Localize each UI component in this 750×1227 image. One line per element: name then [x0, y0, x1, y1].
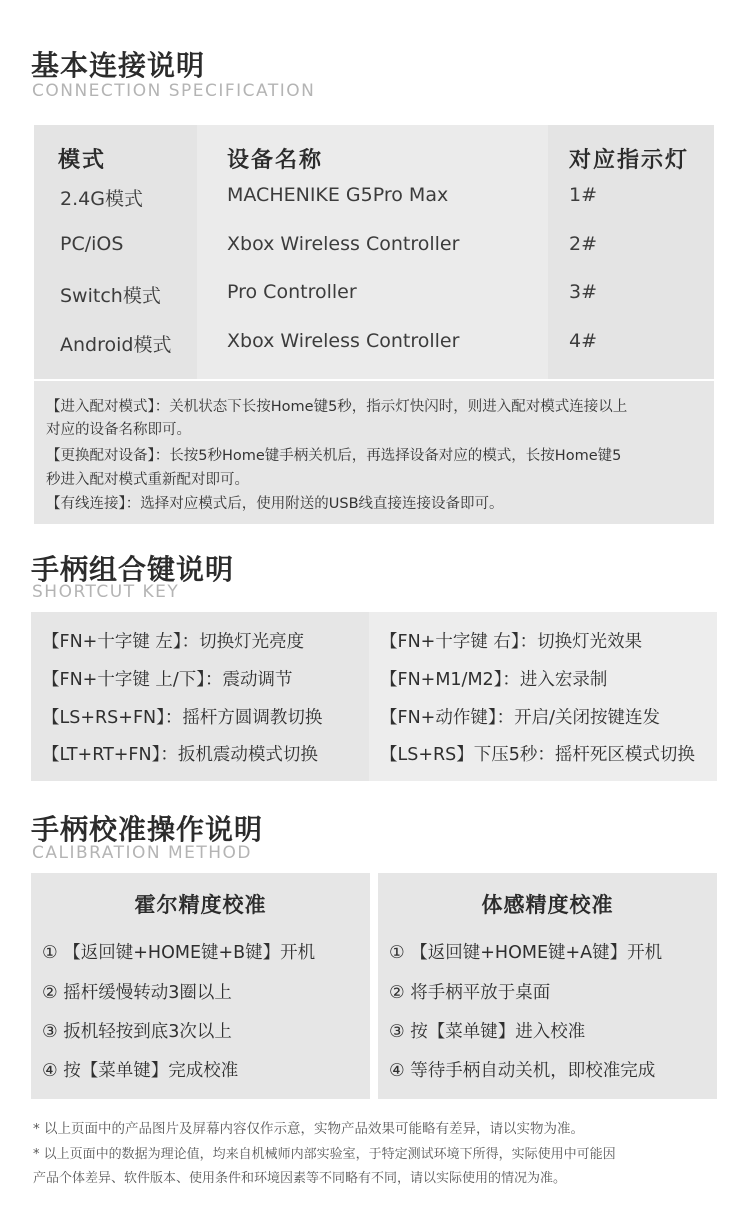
- connection-table: [34, 125, 714, 379]
- calibration-step: ③ 扳机轻按到底3次以上: [42, 1022, 232, 1042]
- table-row-mode: 2.4G模式: [60, 188, 143, 210]
- calibration-step: ② 摇杆缓慢转动3圈以上: [42, 983, 232, 1003]
- calibration-step: ① 【返回键+HOME键+A键】开机: [389, 943, 663, 963]
- shortcut-item: 【FN+十字键 右】：切换灯光效果: [380, 632, 643, 652]
- table-row-device: Pro Controller: [227, 281, 357, 303]
- table-row-mode: PC/iOS: [60, 233, 124, 255]
- calibration-step: ① 【返回键+HOME键+B键】开机: [42, 943, 316, 963]
- calibration-title: 手柄校准操作说明: [31, 813, 264, 846]
- calibration-subtitle: CALIBRATION METHOD: [32, 843, 253, 863]
- hall-calibration-card: [31, 873, 370, 1099]
- calibration-step: ④ 按【菜单键】完成校准: [42, 1061, 239, 1081]
- table-row-indicator: 3#: [569, 281, 598, 303]
- connection-title: 基本连接说明: [31, 49, 206, 82]
- shortcut-box: [31, 612, 717, 781]
- shortcut-item: 【LS+RS】下压5秒：摇杆死区模式切换: [380, 745, 695, 765]
- footnote: * 以上页面中的数据为理论值，均来自机械师内部实验室，于特定测试环境下所得，实际使用中可能因: [33, 1147, 616, 1162]
- header-device-name: 设备名称: [227, 148, 324, 173]
- table-row-mode: Switch模式: [60, 285, 161, 307]
- shortcut-item: 【LT+RT+FN】：扳机震动模式切换: [42, 745, 318, 765]
- table-row-indicator: 4#: [569, 330, 598, 352]
- header-mode: 模式: [58, 148, 107, 173]
- table-row-device: Xbox Wireless Controller: [227, 233, 460, 255]
- table-row-device: Xbox Wireless Controller: [227, 330, 460, 352]
- motion-calibration-heading: 体感精度校准: [481, 893, 614, 917]
- connection-subtitle: CONNECTION SPECIFICATION: [32, 81, 316, 101]
- note-line: 【进入配对模式】：关机状态下长按Home键5秒，指示灯快闪时，则进入配对模式连接以上: [46, 399, 628, 415]
- shortcut-item: 【LS+RS+FN】：摇杆方圆调教切换: [42, 708, 323, 728]
- shortcut-subtitle: SHORTCUT KEY: [32, 582, 180, 602]
- header-indicator: 对应指示灯: [569, 148, 690, 173]
- note-line: 秒进入配对模式重新配对即可。: [46, 472, 249, 488]
- calibration-step: ④ 等待手柄自动关机，即校准完成: [389, 1061, 656, 1081]
- shortcut-item: 【FN+十字键 左】：切换灯光亮度: [42, 632, 305, 652]
- table-row-mode: Android模式: [60, 334, 172, 356]
- note-line: 【有线连接】：选择对应模式后，使用附送的USB线直接连接设备即可。: [46, 496, 504, 512]
- shortcut-item: 【FN+M1/M2】：进入宏录制: [380, 670, 608, 690]
- pairing-notes: [34, 381, 714, 524]
- footnote: * 以上页面中的产品图片及屏幕内容仅作示意，实物产品效果可能略有差异，请以实物为准。: [33, 1121, 585, 1137]
- shortcut-title: 手柄组合键说明: [31, 553, 235, 586]
- hall-calibration-heading: 霍尔精度校准: [134, 893, 267, 917]
- calibration-step: ② 将手柄平放于桌面: [389, 983, 551, 1003]
- shortcut-item: 【FN+动作键】：开启/关闭按键连发: [380, 708, 660, 728]
- table-row-device: MACHENIKE G5Pro Max: [227, 184, 449, 206]
- calibration-step: ③ 按【菜单键】进入校准: [389, 1022, 586, 1042]
- note-line: 【更换配对设备】：长按5秒Home键手柄关机后，再选择设备对应的模式，长按Home键5: [46, 448, 622, 464]
- motion-calibration-card: [378, 873, 717, 1099]
- table-row-indicator: 2#: [569, 233, 598, 255]
- shortcut-item: 【FN+十字键 上/下】：震动调节: [42, 670, 293, 690]
- table-row-indicator: 1#: [569, 184, 598, 206]
- note-line: 对应的设备名称即可。: [46, 422, 191, 438]
- footnote: 产品个体差异、软件版本、使用条件和环境因素等不同略有不同，请以实际使用的情况为准。: [33, 1171, 567, 1186]
